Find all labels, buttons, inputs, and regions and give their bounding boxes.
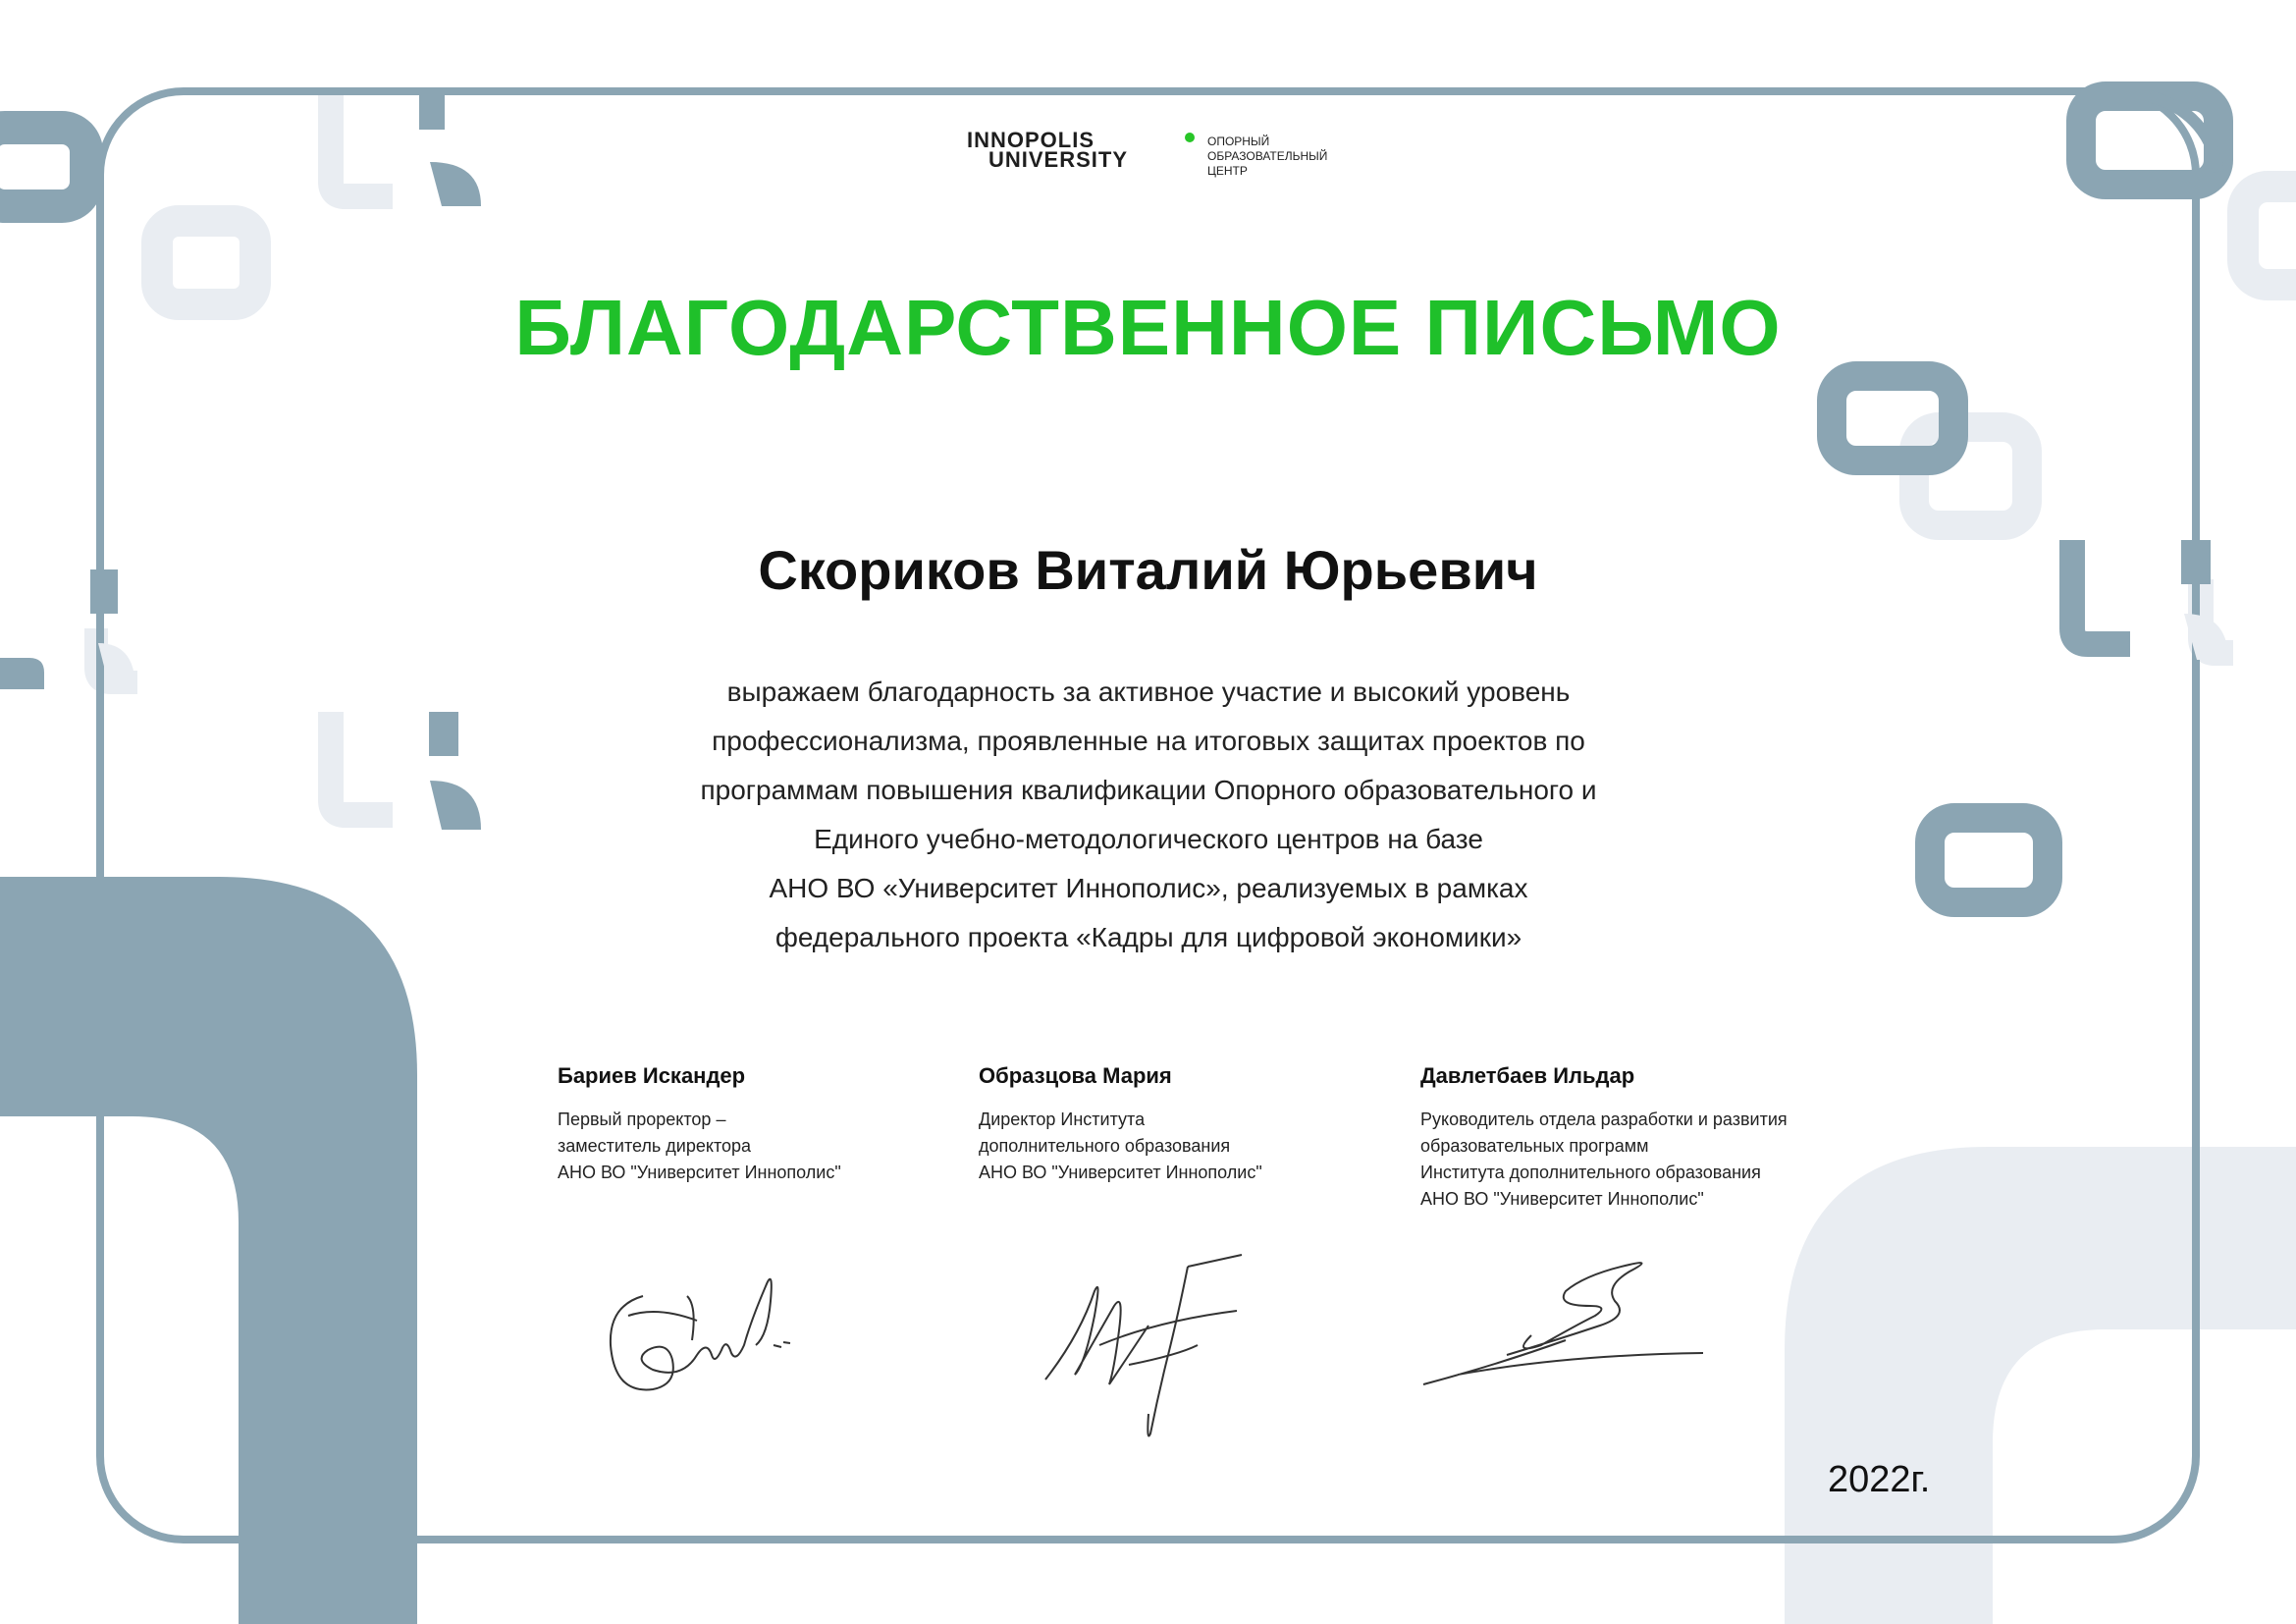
signatory-name-davletbaev: Давлетбаев Ильдар — [1420, 1063, 1635, 1088]
text-line: программам повышения квалификации Опорного образовательного и — [700, 775, 1597, 805]
logo-dot-icon — [1185, 133, 1195, 142]
role-line: АНО ВО "Университет Иннополис" — [1420, 1189, 1704, 1209]
document-title: БЛАГОДАРСТВЕННОЕ ПИСЬМО — [514, 284, 1782, 371]
logo-line-1: INNOPOLIS — [967, 128, 1095, 152]
signatory-role-davletbaev — [1420, 1107, 1788, 1213]
logo-center-text — [1207, 135, 1327, 179]
role-line: образовательных программ — [1420, 1136, 1649, 1156]
logo-center-line: ЦЕНТР — [1207, 164, 1248, 178]
signatory-name-obraztsova: Образцова Мария — [979, 1063, 1172, 1088]
signatory-role-obraztsova — [979, 1107, 1262, 1186]
text-line: АНО ВО «Университет Иннополис», реализуемых в рамках — [769, 873, 1528, 903]
signatory-name-bariev: Бариев Искандер — [558, 1063, 746, 1088]
logo-center-line: ОПОРНЫЙ — [1207, 135, 1270, 148]
signature-obraztsova — [1041, 1247, 1247, 1443]
text-line: Единого учебно-методологического центров на базе — [814, 824, 1483, 854]
text-line: профессионализма, проявленные на итоговых защитах проектов по — [712, 726, 1585, 756]
document-year: 2022г. — [1828, 1459, 1931, 1500]
gratitude-text — [628, 668, 1669, 962]
innopolis-logo — [967, 123, 1340, 182]
logo-wordmark — [967, 128, 1129, 172]
role-line: АНО ВО "Университет Иннополис" — [558, 1163, 841, 1182]
signature-bariev — [599, 1247, 795, 1404]
signatory-role-bariev — [558, 1107, 841, 1186]
text-line: федерального проекта «Кадры для цифровой экономики» — [774, 922, 1522, 952]
logo-center-line: ОБРАЗОВАТЕЛЬНЫЙ — [1207, 149, 1328, 163]
text-line: выражаем благодарность за активное участие и высокий уровень — [726, 677, 1571, 707]
role-line: Директор Института — [979, 1110, 1146, 1129]
role-line: заместитель директора — [558, 1136, 752, 1156]
role-line: Руководитель отдела разработки и развития — [1420, 1110, 1788, 1129]
role-line: АНО ВО "Университет Иннополис" — [979, 1163, 1262, 1182]
role-line: дополнительного образования — [979, 1136, 1231, 1156]
logo-line-2: UNIVERSITY — [988, 147, 1129, 172]
recipient-name: Скориков Виталий Юрьевич — [758, 539, 1538, 601]
role-line: Института дополнительного образования — [1420, 1163, 1761, 1182]
signature-davletbaev — [1418, 1247, 1713, 1394]
role-line: Первый проректор – — [558, 1110, 726, 1129]
